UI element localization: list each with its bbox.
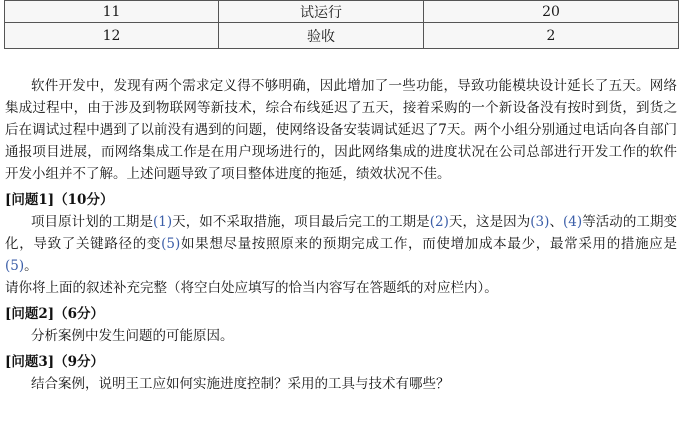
q1-text-c: 天，这是因为 bbox=[448, 214, 531, 230]
q1-text-a: 项目原计划的工期是 bbox=[31, 214, 153, 230]
blank-5: (5) bbox=[161, 236, 181, 252]
blank-4: (4) bbox=[563, 214, 583, 230]
q1-text-f: 如果想尽量按照原来的预期完成工作，而使增加成本最少，最常采用的措施应是 bbox=[180, 236, 678, 252]
question-1-text bbox=[5, 211, 677, 277]
activity-name: 试运行 bbox=[219, 1, 424, 23]
activity-number: 11 bbox=[5, 1, 219, 23]
q1-text-d: 、 bbox=[549, 214, 564, 230]
q1-text-g: 。 bbox=[24, 258, 38, 274]
blank-3: (3) bbox=[530, 214, 550, 230]
blank-2: (2) bbox=[429, 214, 449, 230]
blank-6: (5) bbox=[5, 258, 25, 274]
activity-name: 验收 bbox=[219, 23, 424, 49]
question-2-text: 分析案例中发生问题的可能原因。 bbox=[31, 328, 234, 344]
activity-duration: 2 bbox=[424, 23, 679, 49]
exam-content bbox=[5, 75, 677, 395]
activity-number: 12 bbox=[5, 23, 219, 49]
table-row bbox=[5, 23, 679, 49]
question-3-heading: [问题3]（9分） bbox=[5, 354, 105, 370]
blank-1: (1) bbox=[153, 214, 173, 230]
q1-text-e: 等活动的工期变化，导致了关键路径的变 bbox=[5, 214, 678, 252]
question-3-text: 结合案例，说明王工应如何实施进度控制？采用的工具与技术有哪些？ bbox=[31, 376, 450, 392]
question-2-heading: [问题2]（6分） bbox=[5, 306, 105, 322]
question-1-heading: [问题1]（10分） bbox=[5, 192, 114, 208]
table-row bbox=[5, 1, 679, 23]
case-description: 软件开发中，发现有两个需求定义得不够明确，因此增加了一些功能，导致功能模块设计延长了五天。网络集成过程中，由于涉及到物联网等新技术，综合布线延迟了五天，接着采购的一个新设备没有按时到货，到货之后在调试过程中遇到了以前没有遇到的问题，使网络设备安装调试延迟了7天。两个小组分别通过电话向各自部门通报项目进展，而网络集成工作是在用户现场进行的，因此网络集成的进度状况在公司总部进行开发工作的软件开发小组并不了解。上述问题导致了项目整体进度的拖延，绩效状况不佳。 bbox=[5, 78, 677, 182]
question-1-instruction: 请你将上面的叙述补充完整（将空白处应填写的恰当内容写在答题纸的对应栏内）。 bbox=[5, 280, 498, 296]
q1-text-b: 天，如不采取措施，项目最后完工的工期是 bbox=[172, 214, 430, 230]
activity-table bbox=[4, 0, 679, 49]
activity-duration: 20 bbox=[424, 1, 679, 23]
